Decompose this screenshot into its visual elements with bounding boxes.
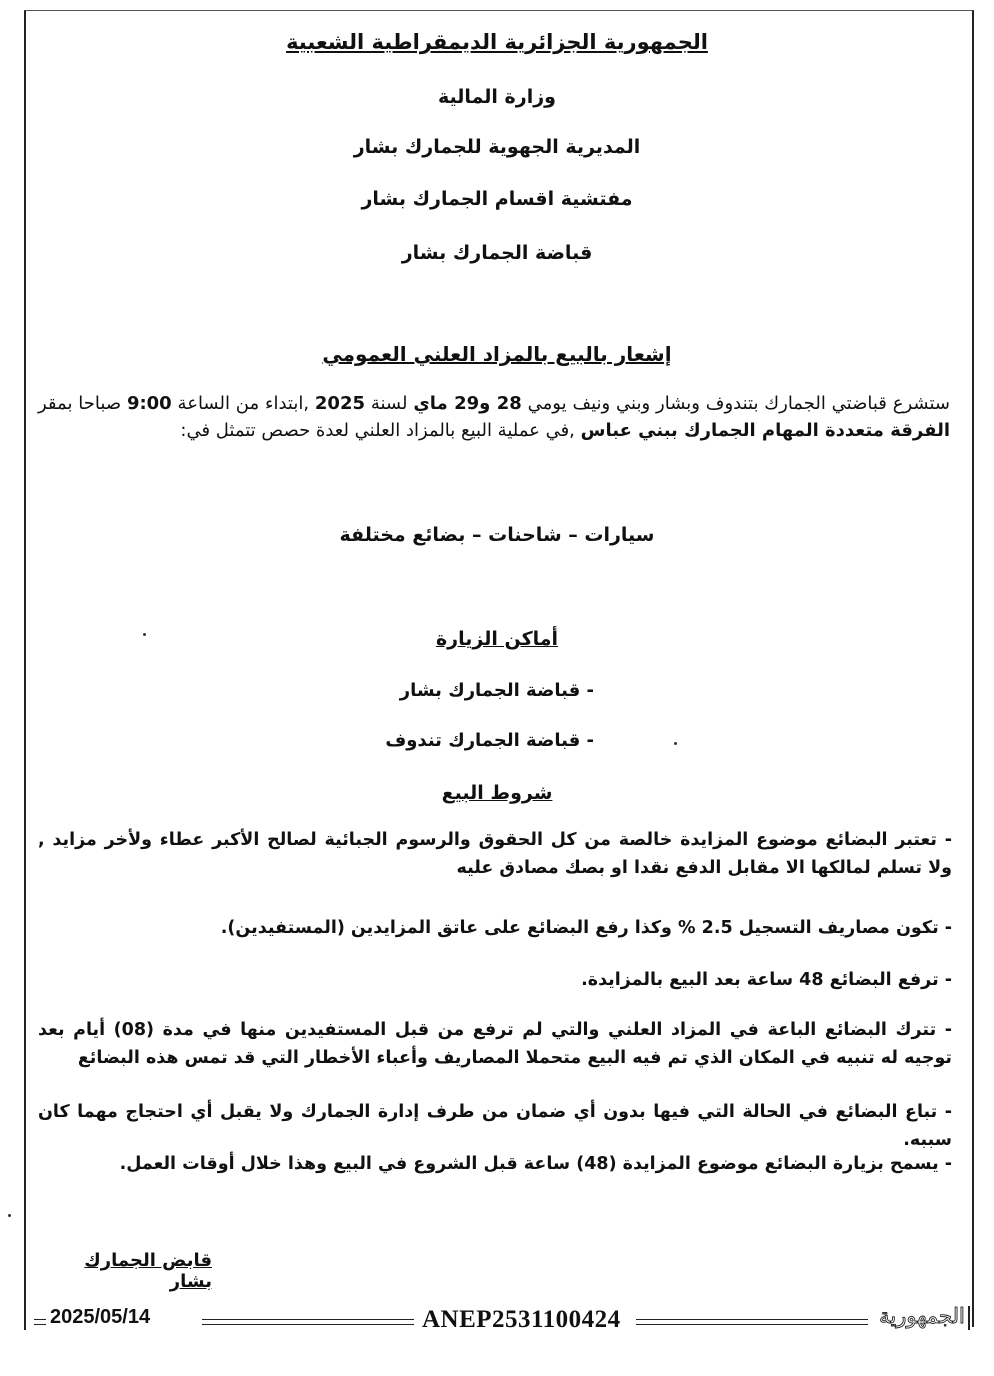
- receiver-heading: قباضة الجمارك بشار: [401, 242, 593, 264]
- intro-place: الفرقة متعددة المهام الجمارك ببني عباس: [580, 420, 950, 441]
- sale-items: سيارات – شاحنات – بضائع مختلفة: [339, 524, 655, 546]
- scan-speck: [674, 742, 677, 745]
- footer-rule: [34, 1319, 46, 1325]
- visit-place-item: - قباضة الجمارك تندوف: [385, 730, 594, 751]
- publication-date: 2025/05/14: [46, 1306, 154, 1329]
- condition-item: - تعتبر البضائع موضوع المزايدة خالصة من كل الحقوق والرسوم الجبائية لصالح الأكبر عطاء ولأخر مزايد , ولا تسلم لمالكها الا مقابل الدفع نقدا او بصك مصادق عليه: [38, 830, 952, 878]
- republic-heading: الجمهورية الجزائرية الديمقراطية الشعبية: [286, 30, 708, 54]
- footer-rule: [636, 1319, 868, 1325]
- condition-item: - تباع البضائع في الحالة التي فيها بدون أي ضمان من طرف إدارة الجمارك ولا يقبل أي احتجاج مهما كان سببه.: [38, 1102, 952, 1150]
- intro-time: 9:00: [126, 393, 172, 414]
- intro-text-2: لسنة: [365, 393, 414, 414]
- visit-place-item: - قباضة الجمارك بشار: [399, 680, 594, 701]
- condition-item: - يسمح بزيارة البضائع موضوع المزايدة (48) ساعة قبل الشروع في البيع وهذا خلال أوقات العمل.: [119, 1154, 952, 1174]
- condition-item: - ترفع البضائع 48 ساعة بعد البيع بالمزايدة.: [581, 970, 952, 990]
- intro-text-4: صباحا بمقر: [38, 393, 127, 414]
- scan-speck: [143, 633, 146, 636]
- intro-text-3: ,ابتداء من الساعة: [171, 393, 315, 414]
- intro-year: 2025: [314, 393, 366, 414]
- conditions-title: شروط البيع: [441, 782, 553, 804]
- ministry-heading: وزارة المالية: [438, 86, 556, 108]
- inspection-heading: مفتشية اقسام الجمارك بشار: [361, 188, 633, 210]
- notice-title: إشعار بالبيع بالمزاد العلني العمومي: [322, 342, 672, 366]
- visit-places-title: أماكن الزيارة: [435, 628, 559, 650]
- signature-title: قابض الجمارك بشار: [84, 1250, 212, 1292]
- scan-speck: [8, 1214, 11, 1217]
- condition-item: - تكون مصاريف التسجيل 2.5 % وكذا رفع البضائع على عاتق المزايدين (المستفيدين).: [220, 918, 952, 938]
- footer-bar: [26, 1306, 970, 1336]
- intro-text-5: ,في عملية البيع بالمزاد العلني لعدة حصص تتمثل في:: [180, 420, 581, 441]
- newspaper-logo: الجمهورية: [879, 1304, 965, 1328]
- intro-dates: 28 و29 ماي: [413, 393, 522, 414]
- condition-item: - تترك البضائع الباعة في المزاد العلني والتي لم ترفع من قبل المستفيدين منها في مدة (08) أيام بعد توجيه له تنبيه في المكان الذي تم فيه البيع متحملا المصاريف وأعباء الأخطار التي قد تمس هذه البضائع: [38, 1020, 952, 1068]
- footer-rule: [202, 1319, 414, 1325]
- anep-code: ANEP2531100424: [422, 1306, 621, 1333]
- directorate-heading: المديرية الجهوية للجمارك بشار: [353, 136, 641, 158]
- intro-text-1: ستشرع قباضتي الجمارك بتندوف وبشار وبني ونيف يومي: [521, 393, 950, 414]
- intro-paragraph: [38, 390, 950, 444]
